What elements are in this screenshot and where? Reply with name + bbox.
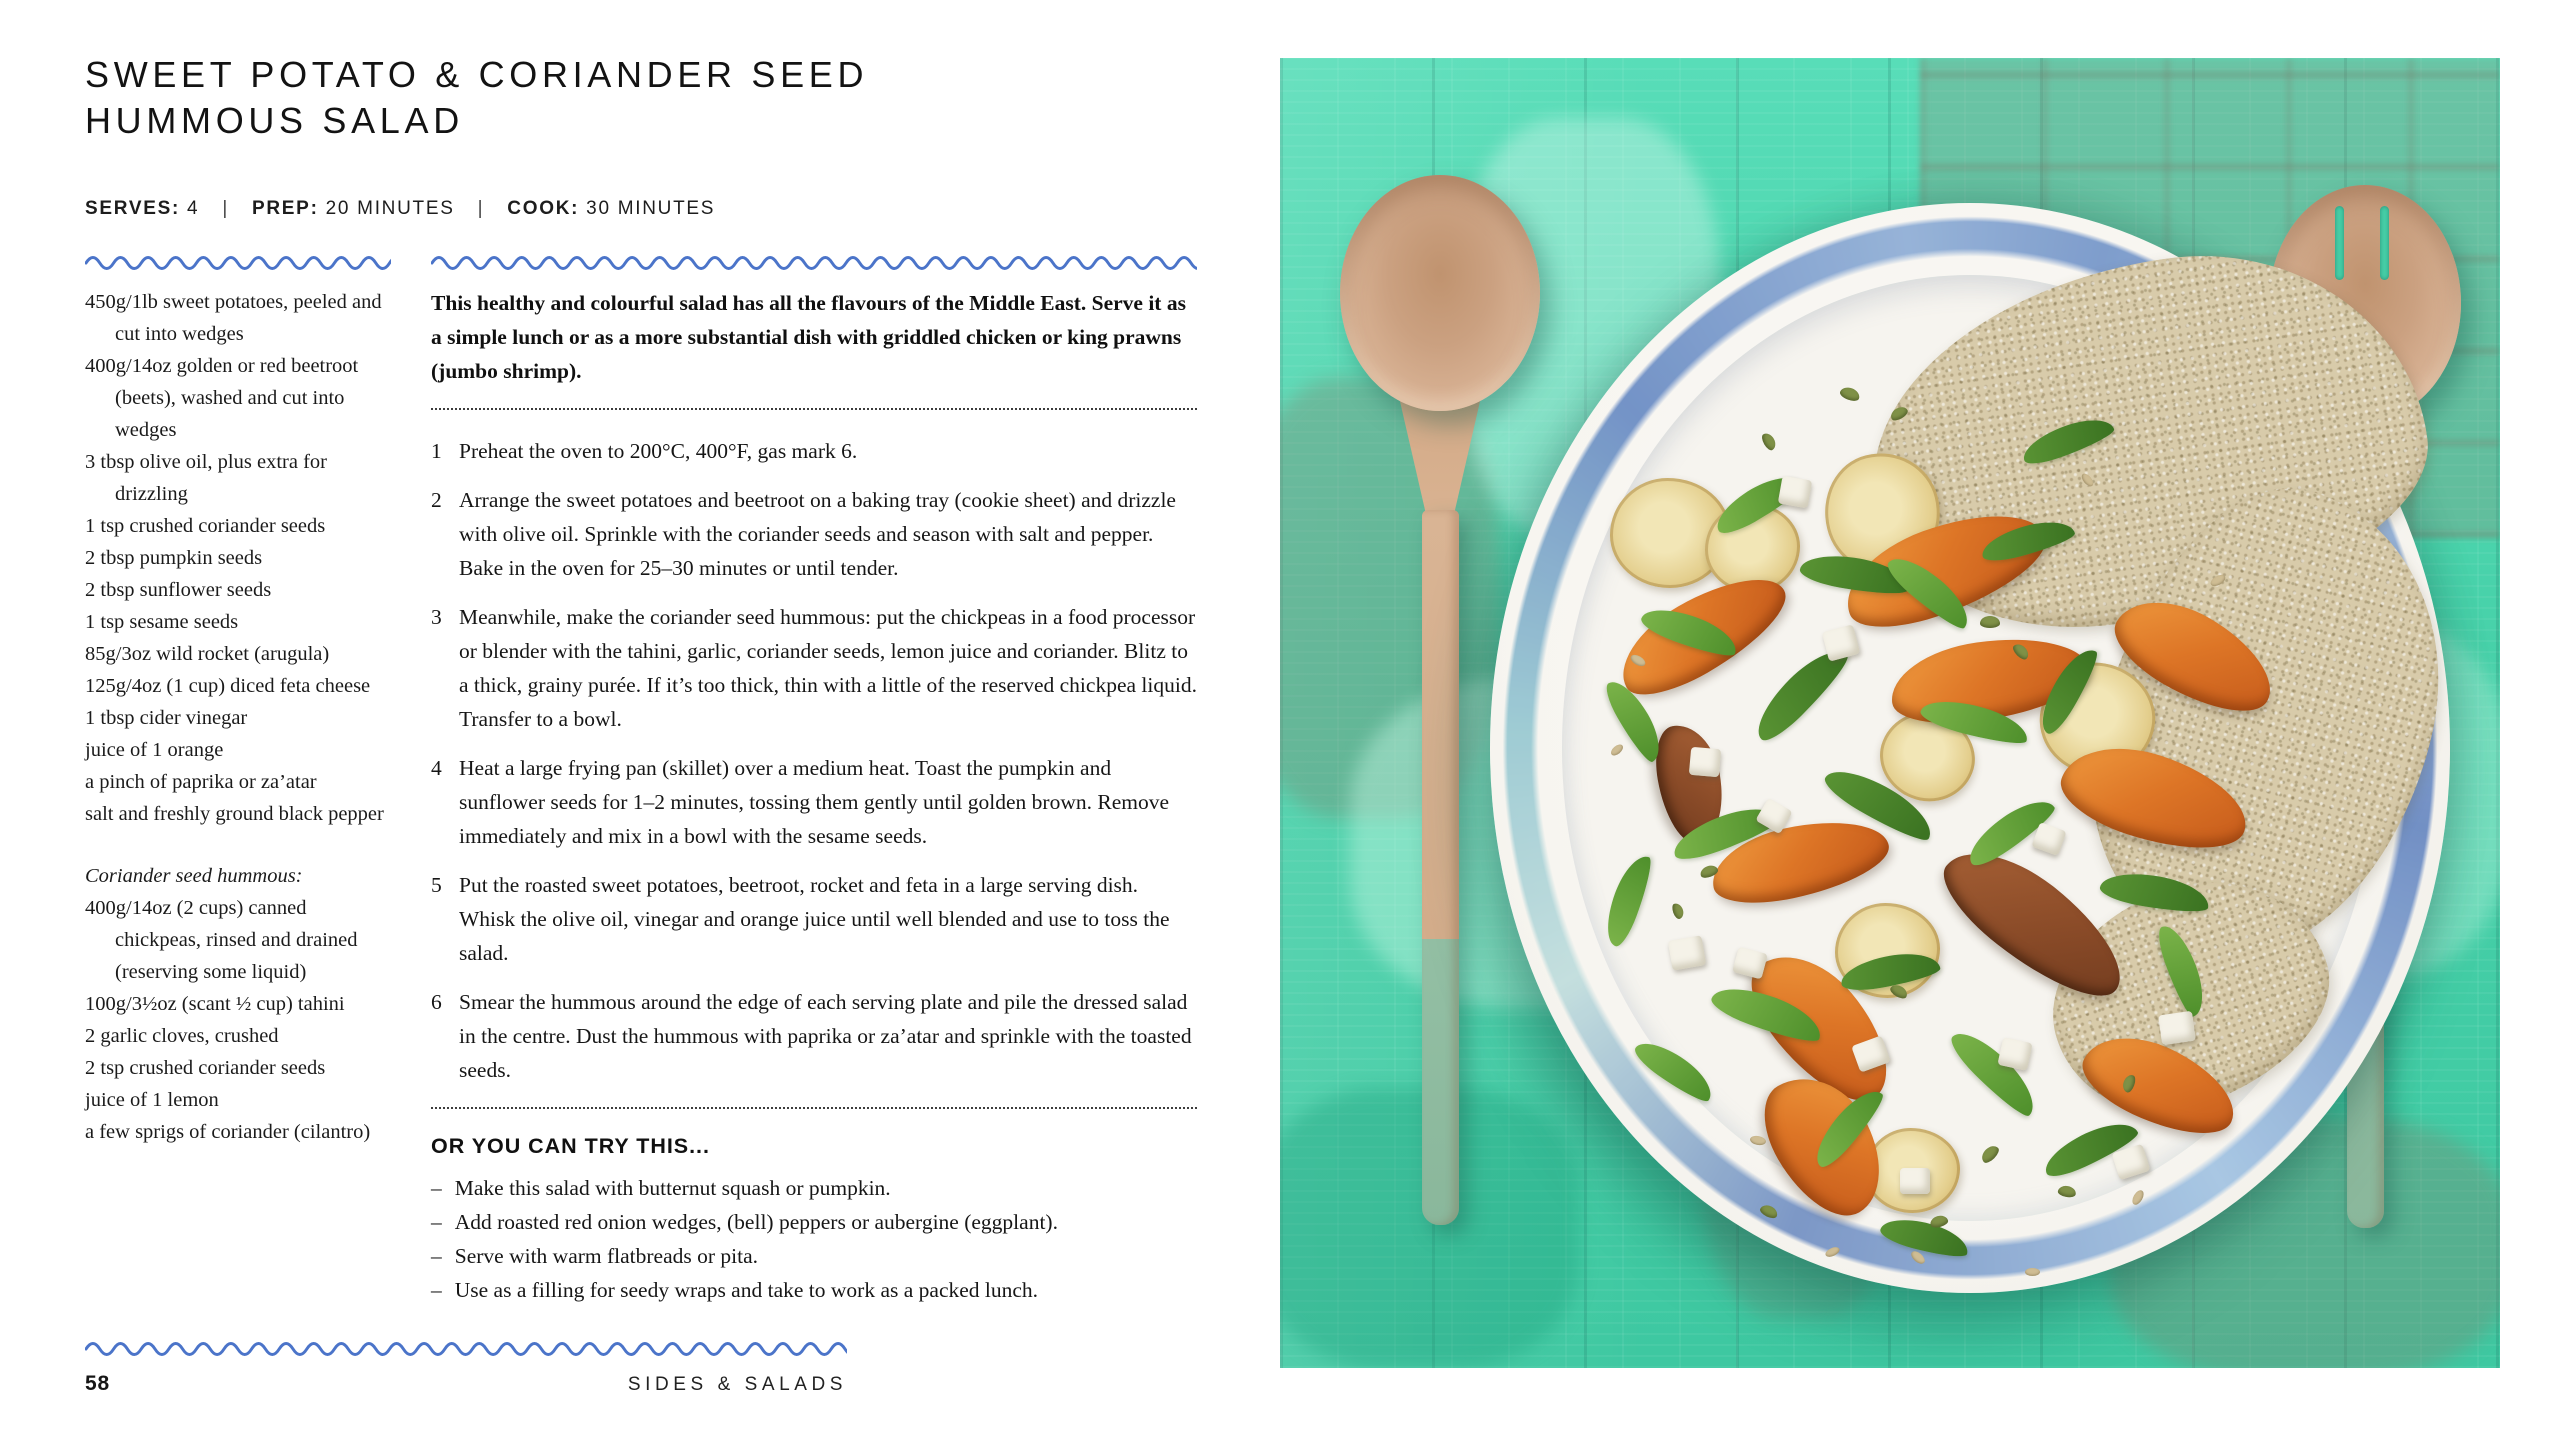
feta-cube — [2158, 1011, 2196, 1045]
method-column — [431, 250, 1197, 1307]
variation-item — [431, 1171, 1197, 1205]
ingredient: 1 tbsp cider vinegar — [85, 707, 248, 729]
ingredient: 125g/4oz (1 cup) diced feta cheese — [85, 675, 371, 697]
ingredient: 2 tsp crushed coriander seeds — [85, 1057, 326, 1079]
feta-cube — [1668, 935, 1707, 970]
page-footer — [85, 1372, 847, 1396]
ingredients-column — [85, 250, 391, 1307]
variation-text: Serve with warm flatbreads or pita. — [454, 1244, 759, 1268]
ingredient: 2 tbsp sunflower seeds — [85, 579, 272, 601]
step-number: 3 — [431, 605, 442, 629]
step-number: 6 — [431, 990, 442, 1014]
recipe-intro: This healthy and colourful salad has all the flavours of the Middle East. Serve it as a simple lunch or as a more substantial dish with griddled chicken or king prawns (jumbo shrimp). — [431, 291, 1186, 383]
pumpkin-seed — [1980, 616, 2000, 628]
ingredient: 1 tsp sesame seeds — [85, 611, 239, 633]
step-text: Meanwhile, make the coriander seed hummous: put the chickpeas in a food processor or blender with the tahini, garlic, coriander seeds, lemon juice and coriander. Blitz to a thick, grainy purée. If it’s too thick, thin with a little of the reserved chickpea liquid. Transfer to a bowl. — [459, 605, 1197, 731]
step — [431, 751, 1197, 853]
step — [431, 483, 1197, 585]
dash-bullet: – — [431, 1244, 442, 1268]
page-title — [85, 52, 868, 144]
variation-text: Make this salad with butternut squash or pumpkin. — [454, 1176, 891, 1200]
wavy-divider — [431, 250, 1197, 272]
step-number: 1 — [431, 439, 442, 463]
feta-cube — [1997, 1037, 2032, 1071]
ingredient: a pinch of paprika or za’atar — [85, 771, 317, 793]
title-line-2: HUMMOUS SALAD — [85, 100, 464, 141]
prep-label: PREP: — [251, 198, 319, 219]
ingredient: 450g/1lb sweet potatoes, peeled and cut into wedges — [85, 291, 382, 345]
ingredient: salt and freshly ground black pepper — [85, 803, 384, 825]
serves-value: 4 — [187, 198, 200, 219]
step-text: Arrange the sweet potatoes and beetroot on a baking tray (cookie sheet) and drizzle with olive oil. Sprinkle with the coriander seeds and season with salt and pepper. Bake in the oven for 25–30 minutes or until tender. — [459, 488, 1176, 580]
step — [431, 868, 1197, 970]
step-text: Preheat the oven to 200°C, 400°F, gas mark 6. — [459, 439, 858, 463]
recipe-photo — [1280, 58, 2500, 1368]
variation-item — [431, 1239, 1197, 1273]
prep-value: 20 MINUTES — [325, 198, 455, 219]
wooden-spoon-handle — [1422, 510, 1459, 1225]
step — [431, 600, 1197, 736]
ingredient: 100g/3½oz (scant ½ cup) tahini — [85, 993, 345, 1015]
title-line-1: SWEET POTATO & CORIANDER SEED — [85, 54, 869, 95]
ingredient: 1 tsp crushed coriander seeds — [85, 515, 326, 537]
ingredient: a few sprigs of coriander (cilantro) — [85, 1121, 371, 1143]
feta-cube — [1689, 747, 1721, 778]
step-number: 5 — [431, 873, 442, 897]
feta-cube — [1778, 476, 1812, 509]
wooden-spoon-bowl — [1340, 175, 1540, 411]
step-text: Put the roasted sweet potatoes, beetroot, rocket and feta in a large serving dish. Whisk the olive oil, vinegar and orange juice until well blended and use to toss the salad. — [459, 873, 1170, 965]
ingredient: 2 garlic cloves, crushed — [85, 1025, 279, 1047]
dotted-divider — [431, 408, 1197, 410]
ingredients-subheading: Coriander seed hummous: — [85, 865, 303, 887]
fork-slit — [2335, 206, 2344, 280]
step-number: 2 — [431, 488, 442, 512]
ingredient: 2 tbsp pumpkin seeds — [85, 547, 263, 569]
recipe-meta — [85, 198, 715, 220]
ingredient: juice of 1 orange — [85, 739, 224, 761]
variation-text: Add roasted red onion wedges, (bell) peppers or aubergine (eggplant). — [454, 1210, 1058, 1234]
ingredient: juice of 1 lemon — [85, 1089, 219, 1111]
section-title: SIDES & SALADS — [627, 1374, 847, 1395]
ingredient: 400g/14oz golden or red beetroot (beets), washed and cut into wedges — [85, 355, 359, 441]
serves-label: SERVES: — [85, 198, 181, 219]
dotted-divider — [431, 1107, 1197, 1109]
variation-item — [431, 1273, 1197, 1307]
step-text: Heat a large frying pan (skillet) over a medium heat. Toast the pumpkin and sunflower seeds for 1–2 minutes, tossing them gently until golden brown. Remove immediately and mix in a bowl with the sesame seeds. — [459, 756, 1170, 848]
meta-separator: | — [477, 198, 485, 219]
step-number: 4 — [431, 756, 442, 780]
step-text: Smear the hummous around the edge of each serving plate and pile the dressed salad in the centre. Dust the hummous with paprika or za’atar and sprinkle with the toasted seeds. — [459, 990, 1192, 1082]
variation-item — [431, 1205, 1197, 1239]
feta-cube — [1900, 1168, 1930, 1194]
dash-bullet: – — [431, 1210, 442, 1234]
ingredient: 85g/3oz wild rocket (arugula) — [85, 643, 330, 665]
ingredient: 3 tbsp olive oil, plus extra for drizzling — [85, 451, 327, 505]
wavy-divider — [85, 250, 391, 272]
ingredient: 400g/14oz (2 cups) canned chickpeas, rinsed and drained (reserving some liquid) — [85, 897, 358, 983]
cook-value: 30 MINUTES — [586, 198, 716, 219]
dash-bullet: – — [431, 1278, 442, 1302]
try-this-heading: OR YOU CAN TRY THIS... — [431, 1134, 710, 1158]
footer-wavy-divider — [85, 1336, 847, 1358]
meta-separator: | — [222, 198, 229, 219]
sunflower-seed — [2025, 1268, 2040, 1276]
page-number: 58 — [85, 1372, 111, 1395]
dash-bullet: – — [431, 1176, 442, 1200]
step — [431, 985, 1197, 1087]
variation-text: Use as a filling for seedy wraps and take to work as a packed lunch. — [454, 1278, 1039, 1302]
cook-label: COOK: — [507, 198, 580, 219]
step — [431, 434, 1197, 468]
fork-slit — [2380, 206, 2389, 280]
